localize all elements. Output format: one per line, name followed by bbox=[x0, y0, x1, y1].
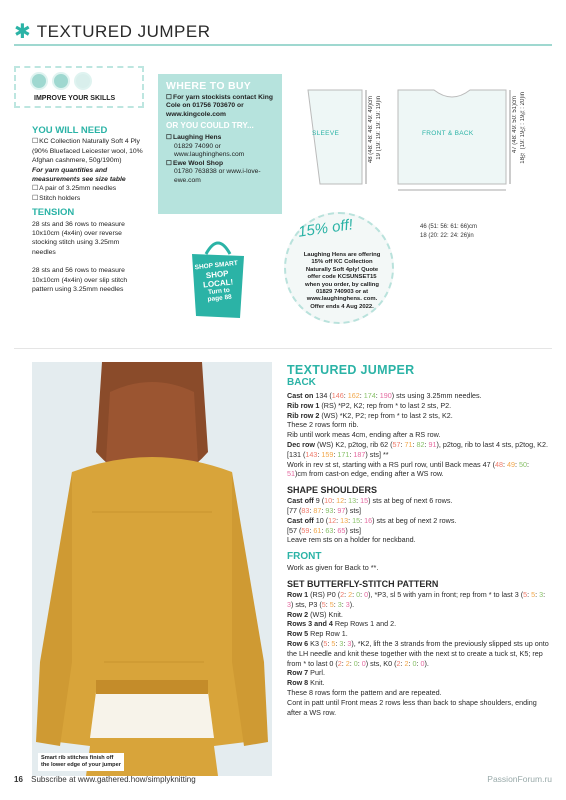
pattern-line: Row 5 Rep Row 1. bbox=[287, 629, 348, 639]
pattern-line: Leave rem sts on a holder for neckband. bbox=[287, 535, 416, 545]
yarn-note: For yarn quantities and measurements see size table bbox=[32, 166, 126, 184]
pattern-line: [57 (59: 61: 63: 65) sts] bbox=[287, 525, 361, 535]
butterfly-heading: SET BUTTERFLY-STITCH PATTERN bbox=[287, 578, 439, 589]
pattern-line: Rows 3 and 4 Rep Rows 1 and 2. bbox=[287, 619, 397, 629]
sleeve-label: SLEEVE bbox=[312, 130, 340, 137]
sleeve-height-dim-in: 19 (19: 19: 19: 19: 19)in bbox=[376, 96, 382, 160]
pattern-line: Dec row (WS) K2, p2tog, rib 62 (57: 71: 82: 91), p2tog, rib to last 4 sts, p2tog, K2. [131 (143: 159: 171: 187) sts] ** bbox=[287, 439, 548, 459]
page-header bbox=[14, 22, 211, 42]
pattern-line: Rib row 2 (WS) *K2, P2; rep from * to last 2 sts, K2. bbox=[287, 410, 453, 420]
body-shape bbox=[398, 90, 506, 184]
body-width-dim: 46 (51: 56: 61: 66)cm bbox=[420, 224, 478, 230]
pattern-line: Cast off 9 (10: 12: 13: 15) sts at beg of next 6 rows. bbox=[287, 496, 453, 506]
bag-line: Turn to bbox=[207, 286, 231, 296]
jumper-illustration bbox=[32, 362, 272, 776]
skills-label: IMPROVE YOUR SKILLS bbox=[34, 95, 116, 102]
front-back-label: FRONT & BACK bbox=[422, 130, 474, 137]
offer-heading: 15% off! bbox=[297, 216, 354, 241]
offer-text: Laughing Hens are offering 15% off KC Collection Naturally Soft 4ply! Quote offer code KCSUNSET15 when you order, by calling 01829 740903 or at www.laughinghens. com. Offer ends 4 Aug 2022. bbox=[303, 252, 381, 310]
watermark: PassionForum.ru bbox=[487, 774, 552, 784]
pattern-line: These 8 rows form the pattern and are repeated. bbox=[287, 687, 442, 697]
jumper-photo bbox=[32, 362, 272, 776]
yarn-ball-icon bbox=[30, 72, 48, 90]
page-number: 16 bbox=[14, 775, 23, 784]
skills-box bbox=[14, 66, 144, 108]
sleeve-height-dim: 48 (48: 48: 48: 49: 49)cm bbox=[368, 96, 374, 164]
pattern-line: [77 (83: 87: 93: 97) sts] bbox=[287, 505, 361, 515]
bag-line: page 88 bbox=[207, 293, 233, 304]
pattern-line: Rib until work meas 4cm, ending after a RS row. bbox=[287, 430, 441, 440]
pattern-line: Row 8 Knit. bbox=[287, 678, 325, 688]
pattern-line: Rib row 1 (RS) *P2, K2; rep from * to last 2 sts, P2. bbox=[287, 400, 452, 410]
pattern-line: Cast off 10 (12: 13: 15: 16) sts at beg of next 2 rows. bbox=[287, 515, 457, 525]
pattern-line: These 2 rows form rib. bbox=[287, 420, 359, 430]
skill-rating bbox=[30, 72, 92, 90]
where-to-buy-title: WHERE TO BUY bbox=[166, 80, 252, 92]
yarn-ball-icon bbox=[74, 72, 92, 90]
header-divider bbox=[14, 44, 552, 46]
body-height-dim-in: 18½ (19: 19¼: 19¾: 20)in bbox=[520, 92, 526, 164]
asterisk-icon: ✱ bbox=[14, 21, 31, 43]
shop-1-name: ☐ Laughing Hens bbox=[166, 134, 274, 143]
back-heading: BACK bbox=[287, 377, 316, 388]
shop-2-name: ☐ Ewe Wool Shop bbox=[166, 160, 274, 169]
shape-shoulders-heading: SHAPE SHOULDERS bbox=[287, 485, 378, 496]
bag-line: SHOP bbox=[205, 268, 229, 280]
page-footer bbox=[14, 775, 196, 784]
shop-local-bag bbox=[186, 232, 250, 322]
body-width-dim-in: 18 (20: 22: 24: 26)in bbox=[420, 233, 474, 239]
pattern-line: Cont in patt until Front meas 2 rows less than back to shape shoulders, ending after a WS row. bbox=[287, 697, 537, 717]
tension-text-1: 28 sts and 36 rows to measure 10x10cm (4x4in) over reverse stocking stitch using 3.25mm needles bbox=[32, 220, 125, 256]
pattern-line: Row 1 (RS) P0 (2: 2: 0: 0), *P3, sl 5 with yarn in front; rep from * to last 3 (5: 5: 3: 3) sts, P3 (5: 5: 3: 3). bbox=[287, 589, 546, 609]
pattern-line: Cast on 134 (146: 162: 174: 190) sts using 3.25mm needles. bbox=[287, 391, 482, 400]
could-try-heading: OR YOU COULD TRY... bbox=[166, 121, 254, 131]
pattern-title: TEXTURED JUMPER bbox=[287, 363, 415, 377]
body-height-dim: 47 (48: 49: 50: 51)cm bbox=[512, 96, 518, 154]
bag-line: SHOP SMART bbox=[194, 259, 239, 272]
you-will-need-heading: YOU WILL NEED bbox=[32, 125, 108, 136]
tension-heading: TENSION bbox=[32, 207, 75, 219]
yarn-item: ☐ KC Collection Naturally Soft 4 Ply (90% Bluefaced Leicester wool, 10% Afghan cashmere, 50g/190m) bbox=[32, 137, 144, 165]
page-title: TEXTURED JUMPER bbox=[36, 22, 211, 41]
holders-item: ☐ Stitch holders bbox=[32, 194, 144, 203]
shop-1-info: 01829 74090 or www.laughinghens.com bbox=[174, 142, 245, 159]
pattern-instructions bbox=[287, 364, 549, 717]
photo-caption: Smart rib stitches finish off the lower edge of your jumper bbox=[38, 753, 124, 771]
subscribe-link[interactable]: Subscribe at www.gathered.how/simplyknitting bbox=[31, 775, 196, 784]
section-divider bbox=[14, 348, 552, 349]
pattern-line: Row 7 Purl. bbox=[287, 668, 325, 678]
pattern-line: Work in rev st st, starting with a RS purl row, until Back meas 47 (48: 49: 50: 51)cm from cast-on edge, ending after a WS row. bbox=[287, 459, 529, 479]
front-heading: FRONT bbox=[287, 551, 322, 563]
stockist-text: ☐ For yarn stockists contact King Cole on 01756 703670 or www.kingcole.com bbox=[166, 94, 274, 120]
bag-line: LOCAL! bbox=[202, 276, 234, 290]
pattern-line: Row 2 (WS) Knit. bbox=[287, 609, 343, 619]
needles-item: ☐ A pair of 3.25mm needles bbox=[32, 184, 144, 193]
where-to-buy-panel bbox=[158, 74, 282, 214]
pattern-line: Row 6 K3 (5: 5: 3: 3), *K2, lift the 3 strands from the previously slipped sts up onto the LH needle and knit these together with the next st to create a tuck st, K5; rep from * to last 0 (2: 2: 0: 0) sts, K0 (2: 2: 0: 0). bbox=[287, 638, 549, 668]
pattern-line: Work as given for Back to **. bbox=[287, 563, 379, 573]
tension-text-2: 28 sts and 56 rows to measure 10x10cm (4x4in) over slip stitch pattern using 3.25mm needles bbox=[32, 267, 128, 294]
shop-2-info: 01780 763838 or www.i-love-ewe.com bbox=[174, 168, 261, 184]
materials-column bbox=[32, 126, 144, 295]
sleeve-shape bbox=[308, 90, 362, 184]
yarn-ball-icon bbox=[52, 72, 70, 90]
bag-text bbox=[194, 260, 242, 305]
